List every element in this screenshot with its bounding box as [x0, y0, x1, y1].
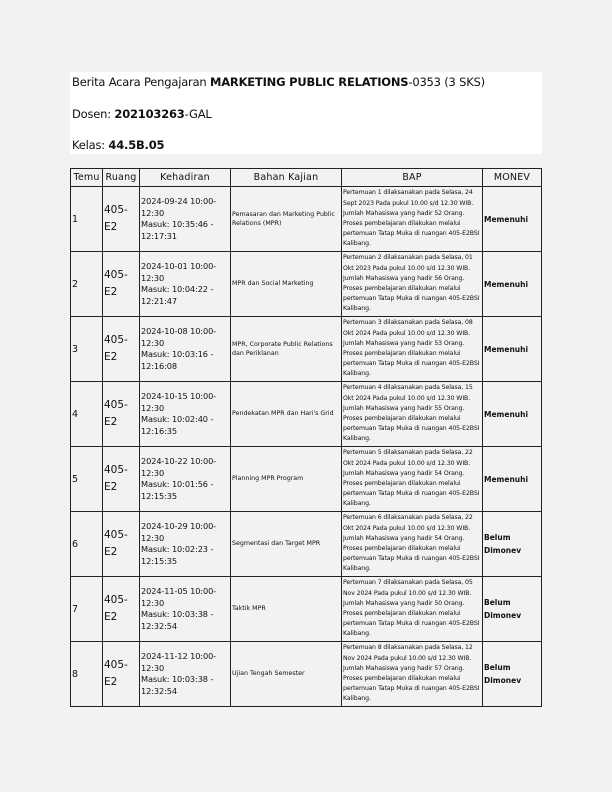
check-in-time: Masuk: 10:02:40 - 12:16:35 [141, 414, 214, 436]
schedule-time: 2024-10-29 10:00-12:30 [141, 521, 217, 543]
cell-bap: Pertemuan 4 dilaksanakan pada Selasa, 15 Okt 2024 Pada pukul 10.00 s/d 12.30 WIB. Jumlah Mahasiswa yang hadir 55 Orang. Proses pembelajaran dilakukan melalui pertemuan Tatap Muka di ruangan 405-E2BSI Kalibang. [342, 382, 483, 447]
lecturer-line [72, 107, 212, 121]
check-in-time: Masuk: 10:02:23 - 12:15:35 [141, 544, 214, 566]
cell-kehadiran [140, 187, 231, 252]
cell-kehadiran [140, 642, 231, 707]
course-code: -0353 (3 SKS) [408, 75, 485, 89]
schedule-time: 2024-10-22 10:00-12:30 [141, 456, 217, 478]
check-in-time: Masuk: 10:01:56 - 12:15:35 [141, 479, 214, 501]
cell-monev: Belum Dimonev [483, 577, 542, 642]
col-header-kehadiran: Kehadiran [140, 169, 231, 187]
cell-bahan-kajian: MPR dan Social Marketing [231, 252, 342, 317]
cell-temu: 8 [71, 642, 103, 707]
cell-bap: Pertemuan 5 dilaksanakan pada Selasa, 22 Okt 2024 Pada pukul 10.00 s/d 12.30 WIB. Jumlah Mahasiswa yang hadir 54 Orang. Proses pembelajaran dilakukan melalui pertemuan Tatap Muka di ruangan 405-E2BSI Kalibang. [342, 447, 483, 512]
table-row [71, 317, 542, 382]
cell-kehadiran [140, 512, 231, 577]
cell-ruang: 405-E2 [103, 447, 140, 512]
cell-bap: Pertemuan 2 dilaksanakan pada Selasa, 01 Okt 2023 Pada pukul 10.00 s/d 12.30 WIB. Jumlah Mahasiswa yang hadir 56 Orang. Proses pembelajaran dilakukan melalui pertemuan Tatap Muka di ruangan 405-E2BSI Kalibang. [342, 252, 483, 317]
cell-kehadiran [140, 317, 231, 382]
cell-temu: 1 [71, 187, 103, 252]
cell-ruang: 405-E2 [103, 252, 140, 317]
check-in-time: Masuk: 10:03:16 - 12:16:08 [141, 349, 214, 371]
class-value: 44.5B.05 [108, 138, 165, 152]
col-header-bap: BAP [342, 169, 483, 187]
cell-bahan-kajian: MPR, Corporate Public Relations dan Periklanan [231, 317, 342, 382]
cell-temu: 2 [71, 252, 103, 317]
cell-temu: 5 [71, 447, 103, 512]
cell-kehadiran [140, 447, 231, 512]
table-row [71, 512, 542, 577]
check-in-time: Masuk: 10:04:22 - 12:21:47 [141, 284, 214, 306]
cell-bap: Pertemuan 8 dilaksanakan pada Selasa, 12 Nov 2024 Pada pukul 10.00 s/d 12.30 WIB. Jumlah Mahasiswa yang hadir 57 Orang. Proses pembelajaran dilakukan melalui pertemuan Tatap Muka di ruangan 405-E2BSI Kalibang. [342, 642, 483, 707]
cell-monev: Memenuhi [483, 447, 542, 512]
check-in-time: Masuk: 10:35:46 - 12:17:31 [141, 219, 214, 241]
col-header-monev: MONEV [483, 169, 542, 187]
title-prefix: Berita Acara Pengajaran [72, 75, 210, 89]
col-header-bahan-kajian: Bahan Kajian [231, 169, 342, 187]
cell-kehadiran [140, 577, 231, 642]
schedule-time: 2024-10-15 10:00-12:30 [141, 391, 217, 413]
table-header-row [71, 169, 542, 187]
cell-monev: Memenuhi [483, 187, 542, 252]
class-label: Kelas: [72, 138, 109, 152]
report-title [72, 75, 485, 89]
table-row [71, 187, 542, 252]
cell-bap: Pertemuan 1 dilaksanakan pada Selasa, 24 Sept 2023 Pada pukul 10.00 s/d 12.30 WIB. Jumlah Mahasiswa yang hadir 52 Orang. Proses pembelajaran dilakukan melalui pertemuan Tatap Muka di ruangan 405-E2BSI Kalibang. [342, 187, 483, 252]
cell-bahan-kajian: Ujian Tengah Semester [231, 642, 342, 707]
col-header-temu: Temu [71, 169, 103, 187]
schedule-time: 2024-10-08 10:00-12:30 [141, 326, 217, 348]
schedule-time: 2024-09-24 10:00-12:30 [141, 196, 217, 218]
table-row [71, 252, 542, 317]
class-line [72, 138, 164, 152]
check-in-time: Masuk: 10:03:38 - 12:32:54 [141, 674, 214, 696]
cell-ruang: 405-E2 [103, 512, 140, 577]
cell-temu: 7 [71, 577, 103, 642]
cell-bahan-kajian: Pemasaran dan Marketing Public Relations (MPR) [231, 187, 342, 252]
cell-bap: Pertemuan 3 dilaksanakan pada Selasa, 08 Okt 2024 Pada pukul 10.00 s/d 12.30 WIB. Jumlah Mahasiswa yang hadir 53 Orang. Proses pembelajaran dilakukan melalui pertemuan Tatap Muka di ruangan 405-E2BSI Kalibang. [342, 317, 483, 382]
cell-ruang: 405-E2 [103, 187, 140, 252]
lecturer-id: 202103263 [114, 107, 185, 121]
schedule-time: 2024-10-01 10:00-12:30 [141, 261, 217, 283]
cell-ruang: 405-E2 [103, 642, 140, 707]
check-in-time: Masuk: 10:03:38 - 12:32:54 [141, 609, 214, 631]
col-header-ruang: Ruang [103, 169, 140, 187]
cell-temu: 6 [71, 512, 103, 577]
cell-bahan-kajian: Pendekatan MPR dan Hari's Grid [231, 382, 342, 447]
cell-ruang: 405-E2 [103, 382, 140, 447]
cell-kehadiran [140, 382, 231, 447]
course-name: MARKETING PUBLIC RELATIONS [209, 75, 409, 89]
cell-bahan-kajian: Segmentasi dan Target MPR [231, 512, 342, 577]
lecturer-code: -GAL [184, 107, 212, 121]
cell-monev: Belum Dimonev [483, 512, 542, 577]
cell-monev: Belum Dimonev [483, 642, 542, 707]
cell-kehadiran [140, 252, 231, 317]
cell-ruang: 405-E2 [103, 577, 140, 642]
table-row [71, 577, 542, 642]
cell-monev: Memenuhi [483, 252, 542, 317]
cell-bap: Pertemuan 7 dilaksanakan pada Selasa, 05 Nov 2024 Pada pukul 10.00 s/d 12.30 WIB. Jumlah Mahasiswa yang hadir 50 Orang. Proses pembelajaran dilakukan melalui pertemuan Tatap Muka di ruangan 405-E2BSI Kalibang. [342, 577, 483, 642]
schedule-time: 2024-11-12 10:00-12:30 [141, 651, 217, 673]
cell-temu: 3 [71, 317, 103, 382]
lecturer-label: Dosen: [72, 107, 115, 121]
table-row [71, 382, 542, 447]
cell-monev: Memenuhi [483, 317, 542, 382]
cell-bahan-kajian: Planning MPR Program [231, 447, 342, 512]
cell-temu: 4 [71, 382, 103, 447]
cell-bahan-kajian: Taktik MPR [231, 577, 342, 642]
cell-monev: Memenuhi [483, 382, 542, 447]
cell-bap: Pertemuan 6 dilaksanakan pada Selasa, 22 Okt 2024 Pada pukul 10.00 s/d 12.30 WIB. Jumlah Mahasiswa yang hadir 54 Orang. Proses pembelajaran dilakukan melalui pertemuan Tatap Muka di ruangan 405-E2BSI Kalibang. [342, 512, 483, 577]
table-row [71, 447, 542, 512]
table-row [71, 642, 542, 707]
report-header [70, 72, 542, 154]
schedule-time: 2024-11-05 10:00-12:30 [141, 586, 217, 608]
attendance-table [70, 168, 542, 707]
cell-ruang: 405-E2 [103, 317, 140, 382]
